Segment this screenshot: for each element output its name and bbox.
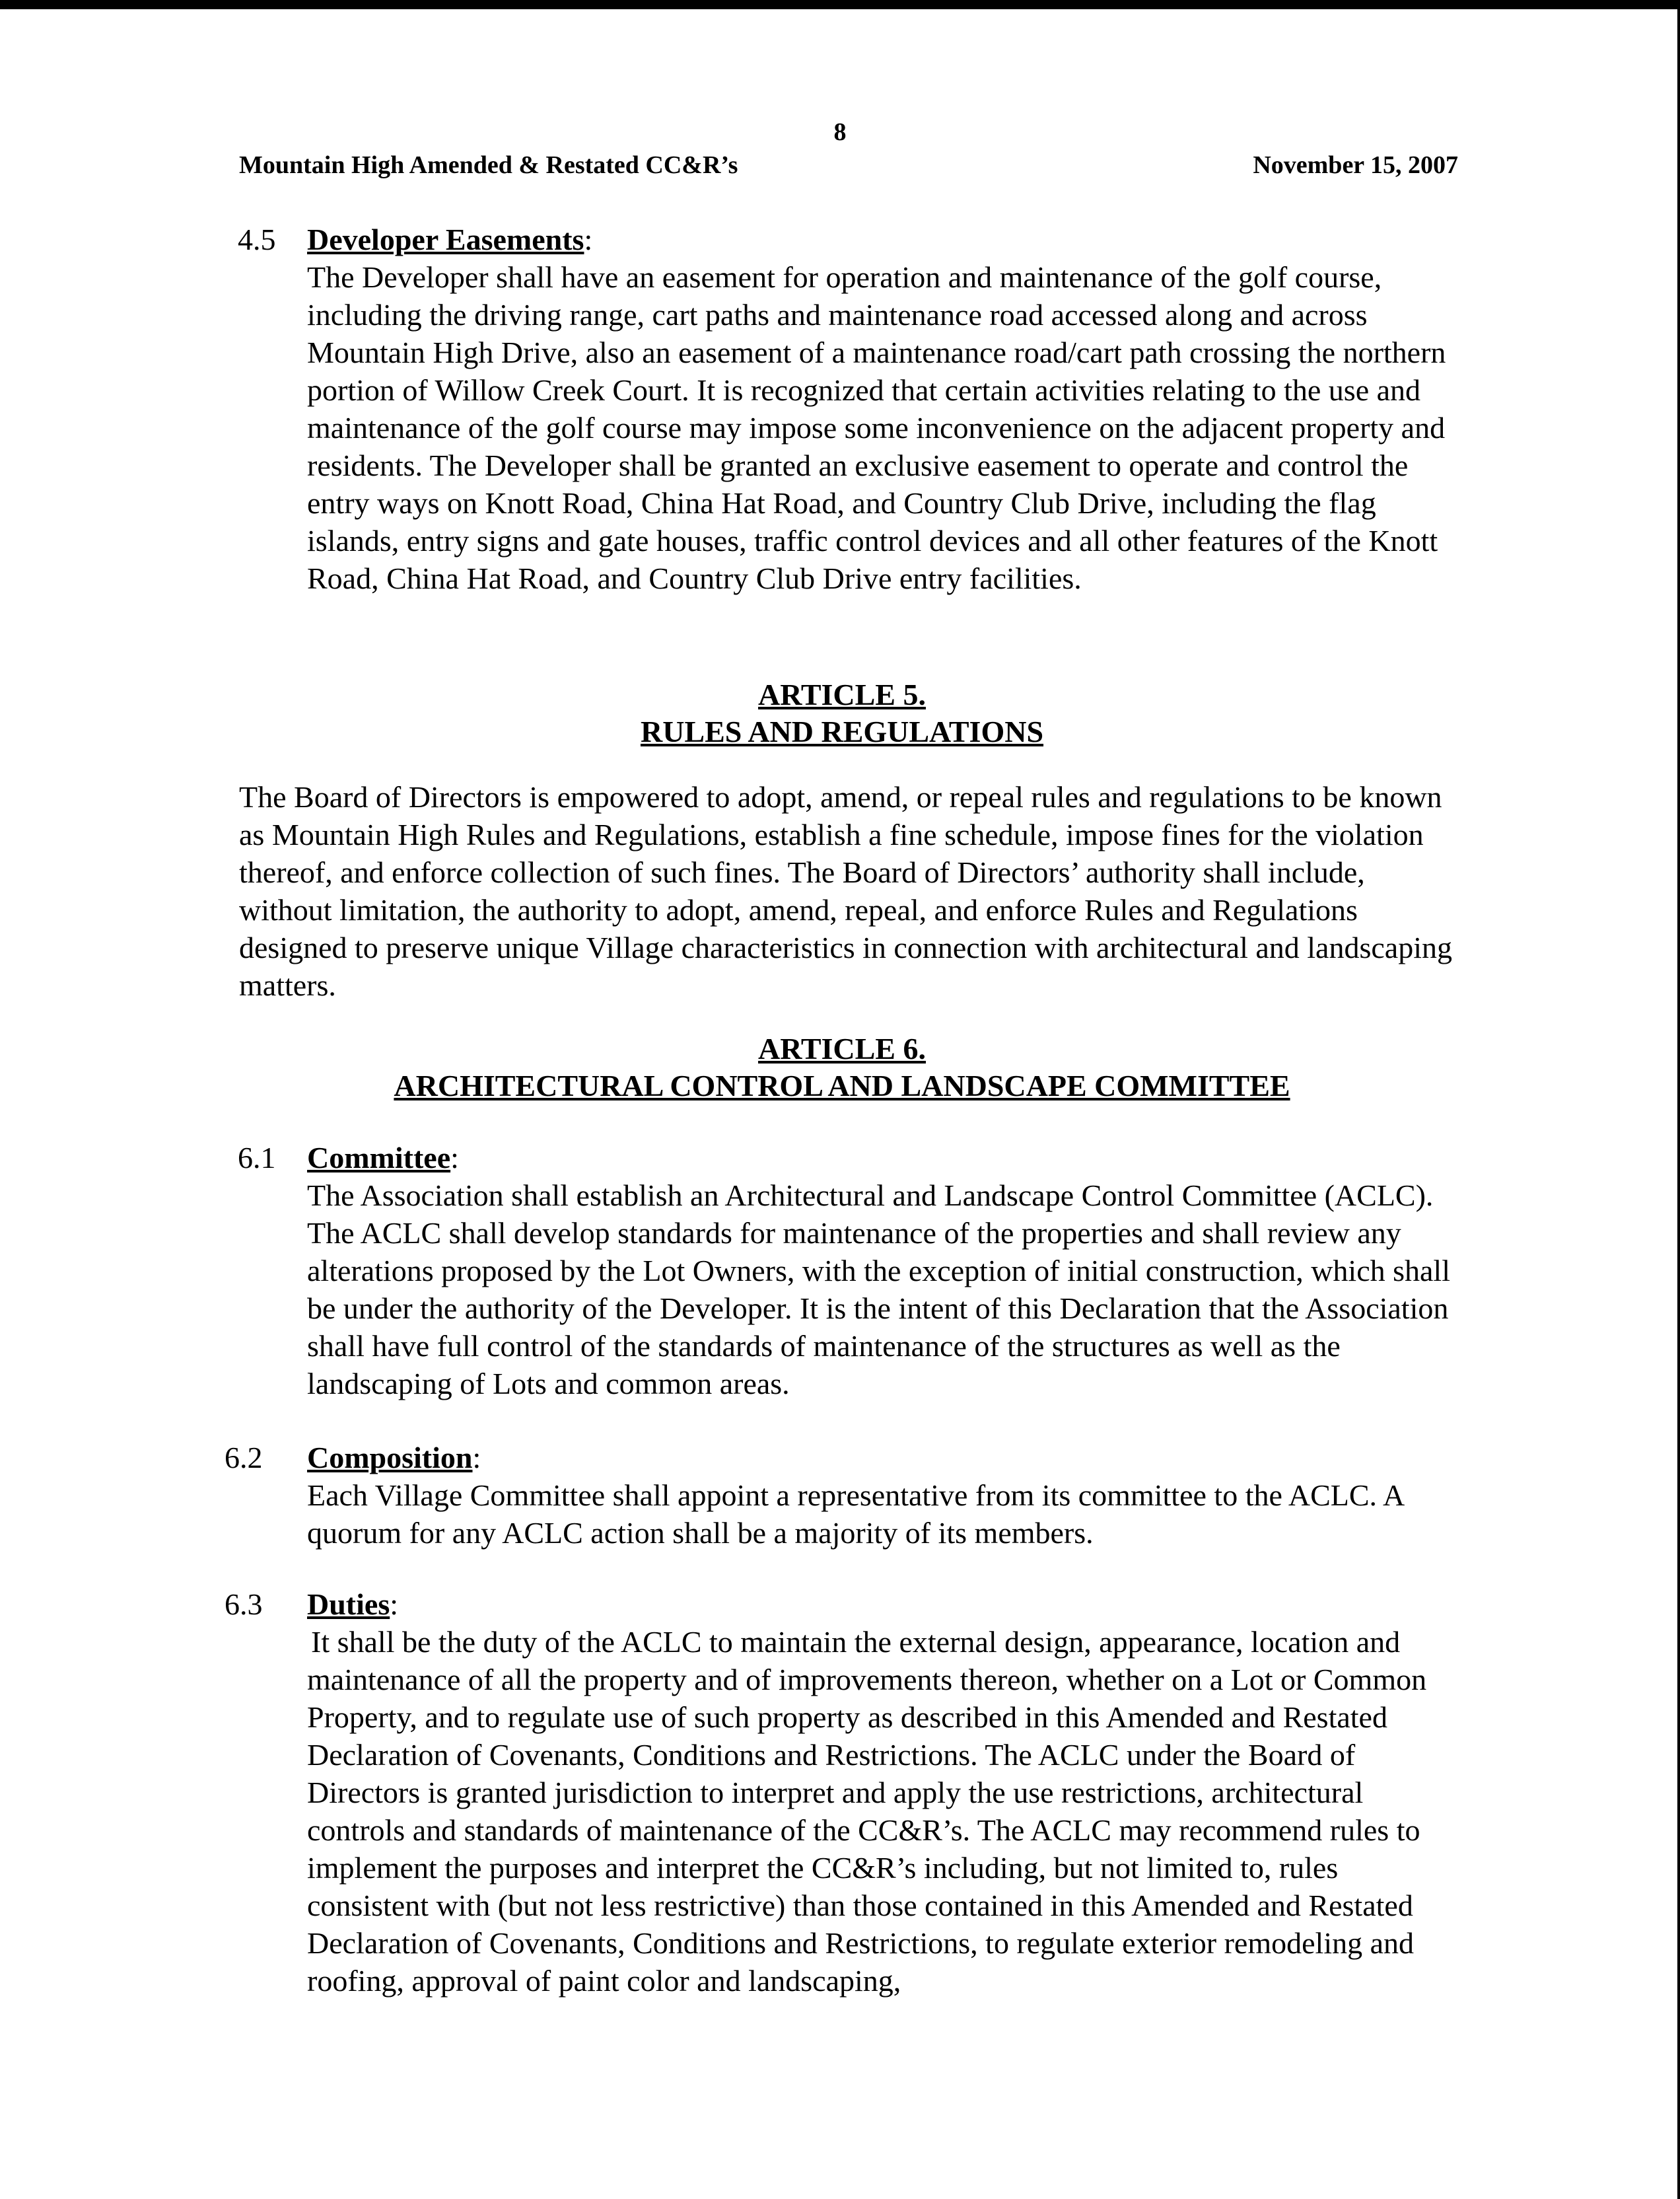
document-date-header: November 15, 2007 bbox=[1253, 151, 1458, 179]
section-6-2 bbox=[307, 1439, 1456, 1552]
section-6-1-colon: : bbox=[450, 1141, 459, 1174]
article-5-body: The Board of Directors is empowered to adopt, amend, or repeal rules and regulations to be known as Mountain High Rules and Regulations, establish a fine schedule, impose fines for the violation thereof, and enforce collection of such fines. The Board of Directors’ authority shall include, without limitation, the authority to adopt, amend, repeal, and enforce Rules and Regulations designed to preserve unique Village characteristics in connection with architectural and landscaping matters. bbox=[239, 780, 1452, 1002]
section-6-2-colon: : bbox=[472, 1441, 481, 1474]
article-6-heading: ARTICLE 6. bbox=[758, 1032, 926, 1065]
scan-top-border bbox=[0, 0, 1680, 9]
section-4-5-colon: : bbox=[584, 223, 593, 256]
article-6-title: ARCHITECTURAL CONTROL AND LANDSCAPE COMMITTEE bbox=[394, 1069, 1290, 1102]
scan-right-border bbox=[1677, 0, 1680, 2199]
section-6-2-number: 6.2 bbox=[225, 1441, 263, 1474]
section-6-3-title: Duties bbox=[307, 1587, 390, 1621]
section-6-3-body: It shall be the duty of the ACLC to maintain the external design, appearance, location and maintenance of all the property and of improvements thereon, whether on a Lot or Common Property, and to regulate use of such property as described in this Amended and Restated Declaration of Covenants, Conditions and Restrictions. The ACLC under the Board of Directors is granted jurisdiction to interpret and apply the use restrictions, architectural controls and standards of maintenance of the CC&R’s. The ACLC may recommend rules to implement the purposes and interpret the CC&R’s including, but not limited to, rules consistent with (but not less restrictive) than those contained in this Amended and Restated Declaration of Covenants, Conditions and Restrictions, to regulate exterior remodeling and roofing, approval of paint color and landscaping, bbox=[307, 1625, 1427, 1998]
section-6-1-number: 6.1 bbox=[238, 1141, 276, 1174]
section-6-3 bbox=[307, 1585, 1456, 2000]
document-title-header: Mountain High Amended & Restated CC&R’s bbox=[239, 151, 738, 179]
section-6-1 bbox=[307, 1139, 1469, 1402]
article-5-title: RULES AND REGULATIONS bbox=[640, 715, 1044, 748]
section-6-2-title: Composition bbox=[307, 1441, 473, 1474]
article-5-heading: ARTICLE 5. bbox=[758, 678, 926, 711]
section-4-5-number: 4.5 bbox=[238, 223, 276, 256]
section-4-5 bbox=[307, 221, 1456, 597]
page-number: 8 bbox=[833, 118, 847, 146]
section-4-5-body: The Developer shall have an easement for operation and maintenance of the golf course, including the driving range, cart paths and maintenance road accessed along and across Mountain High Drive, also an easement of a maintenance road/cart path crossing the northern portion of Willow Creek Court. It is recognized that certain activities relating to the use and maintenance of the golf course may impose some inconvenience on the adjacent property and residents. The Developer shall be granted an exclusive easement to operate and control the entry ways on Knott Road, China Hat Road, and Country Club Drive, including the flag islands, entry signs and gate houses, traffic control devices and all other features of the Knott Road, China Hat Road, and Country Club Drive entry facilities. bbox=[307, 260, 1446, 595]
section-6-3-number: 6.3 bbox=[225, 1587, 263, 1621]
section-6-1-body: The Association shall establish an Architectural and Landscape Control Committee (ACLC). The ACLC shall develop standards for maintenance of the properties and shall review any alterations proposed by the Lot Owners, with the exception of initial construction, which shall be under the authority of the Developer. It is the intent of this Declaration that the Association shall have full control of the standards of maintenance of the structures as well as the landscaping of Lots and common areas. bbox=[307, 1178, 1450, 1400]
section-6-3-colon: : bbox=[390, 1587, 399, 1621]
section-6-1-title: Committee bbox=[307, 1141, 451, 1174]
section-4-5-title: Developer Easements bbox=[307, 223, 584, 256]
section-6-2-body: Each Village Committee shall appoint a representative from its committee to the ACLC. A quorum for any ACLC action shall be a majority of its members. bbox=[307, 1478, 1403, 1550]
